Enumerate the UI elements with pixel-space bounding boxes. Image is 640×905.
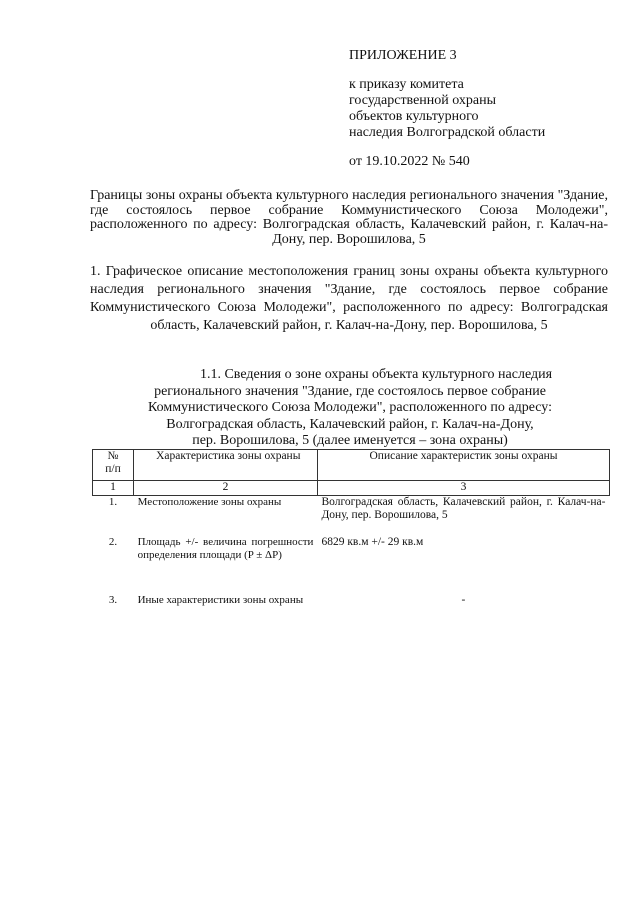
row-description: - bbox=[461, 594, 466, 606]
row-number: 1. bbox=[108, 496, 118, 508]
row-characteristic bbox=[134, 536, 318, 594]
table-row bbox=[93, 496, 610, 537]
subsection-line: Волгоградская область, Калачевский район, г. Калач-на-Дону, bbox=[166, 416, 534, 432]
zone-table bbox=[92, 449, 610, 634]
row-characteristic-text: Площадь +/- величина погрешности определения площади bbox=[137, 536, 314, 561]
header-number: № п/п bbox=[93, 450, 134, 481]
appendix-order-line: к приказу комитета bbox=[349, 77, 464, 92]
column-number: 3 bbox=[317, 481, 609, 496]
subsection-line: пер. Ворошилова, 5 (далее именуется – зона охраны) bbox=[192, 433, 508, 448]
table-column-numbers-row bbox=[93, 481, 610, 496]
row-characteristic: Местоположение зоны охраны bbox=[137, 496, 282, 508]
subsection-1-1-title bbox=[120, 367, 580, 450]
area-formula: (P ± ΔP) bbox=[244, 549, 282, 561]
table-row bbox=[93, 594, 610, 634]
section-1-text: 1. Графическое описание местоположения границ зоны охраны объекта культурного наследия регионального значения "Здание, где состоялось первое собрание Коммунистического Союза Молодежи", расположенного по адресу: Волгоградская область, Калачевский район, г. Калач-на-Дону, пер. Ворошилова, 5 bbox=[90, 264, 608, 333]
table-row bbox=[93, 536, 610, 594]
row-description: Волгоградская область, Калачевский район, г. Калач-на-Дону, пер. Ворошилова, 5 bbox=[321, 496, 606, 521]
column-number: 1 bbox=[93, 481, 134, 496]
header-description: Описание характеристик зоны охраны bbox=[317, 450, 609, 481]
appendix-title: ПРИЛОЖЕНИЕ 3 bbox=[349, 48, 457, 63]
appendix-block bbox=[349, 48, 545, 170]
subsection-line: 1.1. Сведения о зоне охраны объекта культурного наследия bbox=[199, 367, 553, 382]
row-number: 3. bbox=[108, 594, 118, 606]
row-number: 2. bbox=[108, 536, 118, 548]
subsection-line: регионального значения "Здание, где состоялось первое собрание bbox=[154, 383, 546, 399]
subsection-line: Коммунистического Союза Молодежи", расположенного по адресу: bbox=[147, 400, 553, 415]
table-header-row bbox=[93, 450, 610, 481]
appendix-order-line: государственной охраны bbox=[349, 93, 497, 108]
header-characteristic: Характеристика зоны охраны bbox=[134, 450, 318, 481]
appendix-date: от 19.10.2022 № 540 bbox=[349, 154, 470, 169]
document-heading: Границы зоны охраны объекта культурного наследия регионального значения "Здание, где состоялось первое собрание Коммунистического Союза Молодежи", расположенного по адресу: Волгоградская область, Калачевский район, г. Калач-на-Дону, пер. Ворошилова, 5 bbox=[90, 188, 608, 247]
row-description: 6829 кв.м +/- 29 кв.м bbox=[321, 536, 424, 548]
row-characteristic: Иные характеристики зоны охраны bbox=[137, 594, 304, 606]
appendix-order-line: объектов культурного bbox=[349, 109, 479, 124]
column-number: 2 bbox=[134, 481, 318, 496]
appendix-order-line: наследия Волгоградской области bbox=[349, 125, 546, 140]
